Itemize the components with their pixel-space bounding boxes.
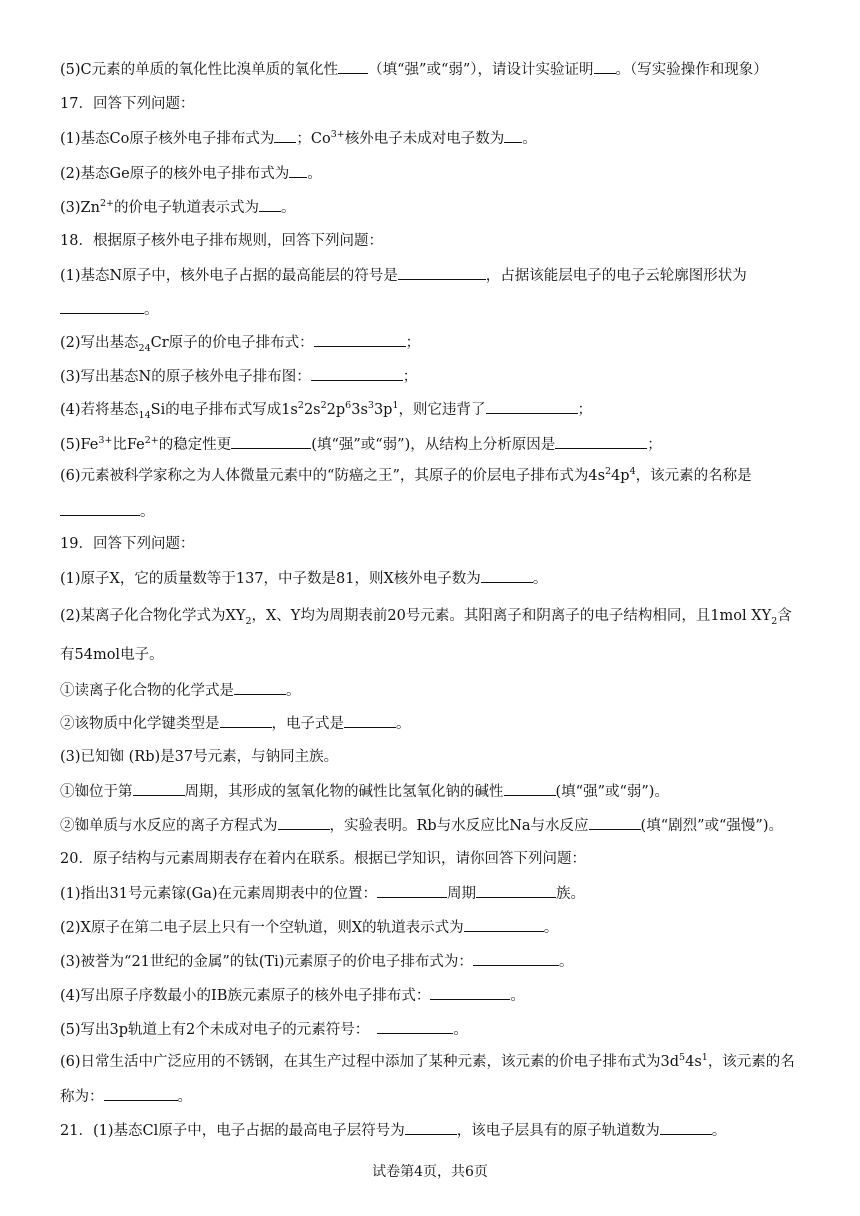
- answer-blank[interactable]: [377, 1019, 453, 1034]
- q21-1: 21．(1)基态Cl原子中，电子占据的最高电子层符号为 ，该电子层具有的原子轨道数为 。: [60, 1120, 726, 1141]
- q17-heading: 17．回答下列问题：: [60, 96, 195, 112]
- q19-3-i: ①铷位于第 周期，其形成的氢氧化物的碱性比氢氧化钠的碱性 (填“强”或“弱”)。: [60, 781, 669, 802]
- answer-blank[interactable]: [473, 951, 559, 966]
- q20-6: (6)日常生活中广泛应用的不锈钢，在其生产过程中添加了某种元素，该元素的价电子排布式为$3d^54s^1$，该元素的名: [60, 1052, 795, 1070]
- page-footer: 试卷第4页，共6页: [372, 1164, 488, 1180]
- q20-3: (3)被誉为“21世纪的金属”的钛(Ti)元素原子的价电子排布式为： 。: [60, 951, 573, 972]
- answer-blank[interactable]: [289, 163, 307, 178]
- q19-2: (2)某离子化合物化学式为$XY_2$，X、Y均为周期表前20号元素。其阳离子和阴离子的电子结构相同，且1mol $XY_2$含: [60, 608, 792, 627]
- answer-blank[interactable]: [589, 815, 641, 830]
- answer-blank[interactable]: [504, 128, 522, 143]
- q18-1: (1)基态N原子中，核外电子占据的最高能层的符号是 ，占据该能层电子的电子云轮廓图形状为: [60, 265, 747, 286]
- q20-1: (1)指出31号元素镓(Ga)在元素周期表中的位置： 周期 族。: [60, 883, 585, 904]
- answer-blank[interactable]: [133, 781, 185, 796]
- q17-2: (2)基态Ge原子的核外电子排布式为 。: [60, 163, 322, 184]
- q19-2-i: ①读离子化合物的化学式是 。: [60, 680, 301, 701]
- answer-blank[interactable]: [231, 434, 311, 449]
- q19-heading: 19．回答下列问题：: [60, 536, 195, 552]
- answer-blank[interactable]: [274, 128, 296, 143]
- q20-6-cont: 称为： 。: [60, 1086, 192, 1107]
- answer-blank[interactable]: [104, 1086, 178, 1101]
- answer-blank[interactable]: [504, 781, 556, 796]
- q19-1: (1)原子X，它的质量数等于137，中子数是81，则X核外电子数为 。: [60, 568, 547, 589]
- answer-blank[interactable]: [594, 59, 616, 74]
- q16-5: (5)C元素的单质的氧化性比溴单质的氧化性 （填“强”或“弱”），请设计实验证明 。（写实验操作和现象）: [60, 59, 768, 80]
- answer-blank[interactable]: [259, 197, 281, 212]
- answer-blank[interactable]: [311, 366, 403, 381]
- answer-blank[interactable]: [481, 568, 533, 583]
- answer-blank[interactable]: [344, 713, 396, 728]
- answer-blank[interactable]: [220, 713, 272, 728]
- answer-blank[interactable]: [377, 883, 447, 898]
- q18-4: (4)若将基态$_{14}$Si的电子排布式写成$1s^22s^22p^63s^33p^1$，则它违背了 ；: [60, 400, 592, 421]
- answer-blank[interactable]: [60, 299, 144, 314]
- answer-blank[interactable]: [60, 501, 140, 516]
- answer-blank[interactable]: [430, 985, 510, 1000]
- q18-5: $(5)Fe^{3+}$比$Fe^{2+}$的稳定性更 (填“强”或“弱”)，从结构上分析原因是 ；: [60, 435, 662, 453]
- answer-blank[interactable]: [464, 917, 544, 932]
- q19-2-cont: 有54mol电子。: [60, 647, 164, 663]
- q20-5: (5)写出3p轨道上有2个未成对电子的元素符号： 。: [60, 1019, 468, 1040]
- answer-blank[interactable]: [278, 815, 330, 830]
- q18-heading: 18．根据原子核外电子排布规则，回答下列问题：: [60, 233, 383, 249]
- q19-2-ii: ②该物质中化学键类型是 ，电子式是 。: [60, 713, 411, 734]
- q18-6: (6)元素被科学家称之为人体微量元素中的“防癌之王”，其原子的价层电子排布式为$4s^24p^4$，该元素的名称是: [60, 466, 752, 484]
- answer-blank[interactable]: [405, 1120, 457, 1135]
- q18-1-cont: 。: [60, 299, 159, 320]
- answer-blank[interactable]: [476, 883, 556, 898]
- q18-3: (3)写出基态N的原子核外电子排布图： ；: [60, 366, 417, 387]
- answer-blank[interactable]: [555, 434, 647, 449]
- q20-2: (2)X原子在第二电子层上只有一个空轨道，则X的轨道表示式为 。: [60, 917, 558, 938]
- answer-blank[interactable]: [660, 1120, 712, 1135]
- answer-blank[interactable]: [338, 59, 368, 74]
- answer-blank[interactable]: [398, 265, 486, 280]
- q19-3-ii: ②铷单质与水反应的离子方程式为 ，实验表明。Rb与水反应比Na与水反应 (填“剧烈”或“强慢”)。: [60, 815, 783, 836]
- q17-1: (1)基态Co原子核外电子排布式为 ；$Co^{3+}$核外电子未成对电子数为 。: [60, 129, 537, 147]
- q19-3: (3)已知铷 (Rb)是37号元素，与钠同主族。: [60, 749, 339, 765]
- answer-blank[interactable]: [486, 399, 578, 414]
- q20-heading: 20．原子结构与元素周期表存在着内在联系。根据已学知识，请你回答下列问题：: [60, 851, 586, 867]
- answer-blank[interactable]: [314, 332, 406, 347]
- q17-3: $(3)Zn^{2+}$的价电子轨道表示式为 。: [60, 198, 296, 216]
- q18-6-cont: 。: [60, 501, 155, 522]
- q20-4: (4)写出原子序数最小的IB族元素原子的核外电子排布式： 。: [60, 985, 525, 1006]
- answer-blank[interactable]: [234, 680, 286, 695]
- q18-2: (2)写出基态$_{24}$Cr原子的价电子排布式： ；: [60, 332, 420, 353]
